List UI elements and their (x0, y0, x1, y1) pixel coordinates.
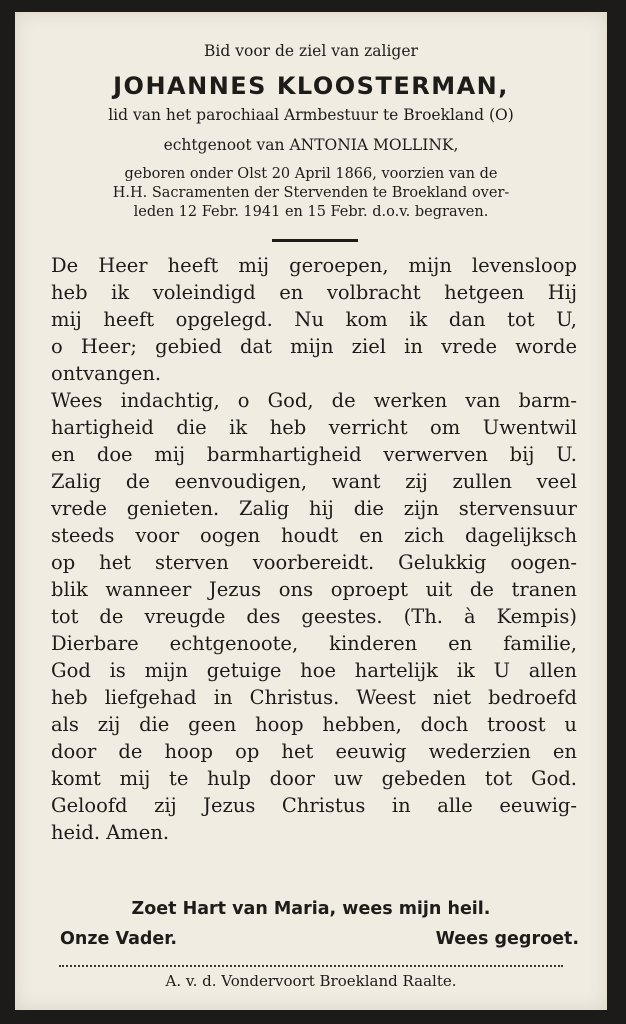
body-line: ontvangen. (51, 362, 162, 385)
body-line: Geloofd zij Jezus Christus in alle eeuwig- (51, 794, 577, 817)
printer-credit: A. v. d. Vondervoort Broekland Raalte. (165, 972, 457, 990)
spouse-line: echtgenoot van ANTONIA MOLLINK, (163, 136, 459, 154)
details-line-2: H.H. Sacramenten der Stervenden te Broekland over- (112, 185, 510, 201)
footer-dotted-rule (59, 965, 563, 967)
intro-line: Bid voor de ziel van zaliger (204, 42, 418, 60)
body-line: God is mijn getuige hoe hartelijk ik U allen (51, 659, 577, 682)
details-line-3: leden 12 Febr. 1941 en 15 Febr. d.o.v. begraven. (133, 204, 489, 220)
body-line: heid. Amen. (51, 821, 170, 844)
prayer-onze-vader: Onze Vader. (60, 929, 178, 949)
body-line: mij heeft opgelegd. Nu kom ik dan tot U, (51, 308, 577, 331)
details-line-1: geboren onder Olst 20 April 1866, voorzien van de (124, 166, 498, 182)
body-line: De Heer heeft mij geroepen, mijn levensloop (51, 254, 577, 277)
header-divider (272, 239, 358, 242)
body-line: Wees indachtig, o God, de werken van barm- (51, 389, 577, 412)
body-line: blik wanneer Jezus ons oproept uit de tranen (51, 578, 577, 601)
body-line: als zij die geen hoop hebben, doch troost u (51, 713, 577, 736)
prayer-wees-gegroet: Wees gegroet. (435, 929, 579, 949)
memorial-card (15, 12, 607, 1010)
prayer-line-maria: Zoet Hart van Maria, wees mijn heil. (131, 899, 491, 919)
body-line: o Heer; gebied dat mijn ziel in vrede worde (51, 335, 577, 358)
body-line: door de hoop op het eeuwig wederzien en (51, 740, 577, 763)
body-line: steeds voor oogen houdt en zich dagelijksch (51, 524, 577, 547)
body-line: vrede genieten. Zalig hij die zijn stervensuur (51, 497, 577, 520)
body-line: heb liefgehad in Christus. Weest niet bedroefd (51, 686, 577, 709)
body-line: Dierbare echtgenoote, kinderen en familie, (51, 632, 577, 655)
role-line: lid van het parochiaal Armbestuur te Broekland (O) (108, 106, 514, 124)
body-line: tot de vreugde des geestes. (Th. à Kempis) (51, 605, 577, 628)
body-line: komt mij te hulp door uw gebeden tot God. (51, 767, 577, 790)
body-line: en doe mij barmhartigheid verwerven bij U. (51, 443, 577, 466)
body-line: Zalig de eenvoudigen, want zij zullen veel (51, 470, 577, 493)
body-line: heb ik voleindigd en volbracht hetgeen Hij (51, 281, 577, 304)
deceased-name: JOHANNES KLOOSTERMAN, (113, 72, 509, 100)
body-line: hartigheid die ik heb verricht om Uwentwil (51, 416, 577, 439)
body-line: op het sterven voorbereidt. Gelukkig oogen- (51, 551, 577, 574)
